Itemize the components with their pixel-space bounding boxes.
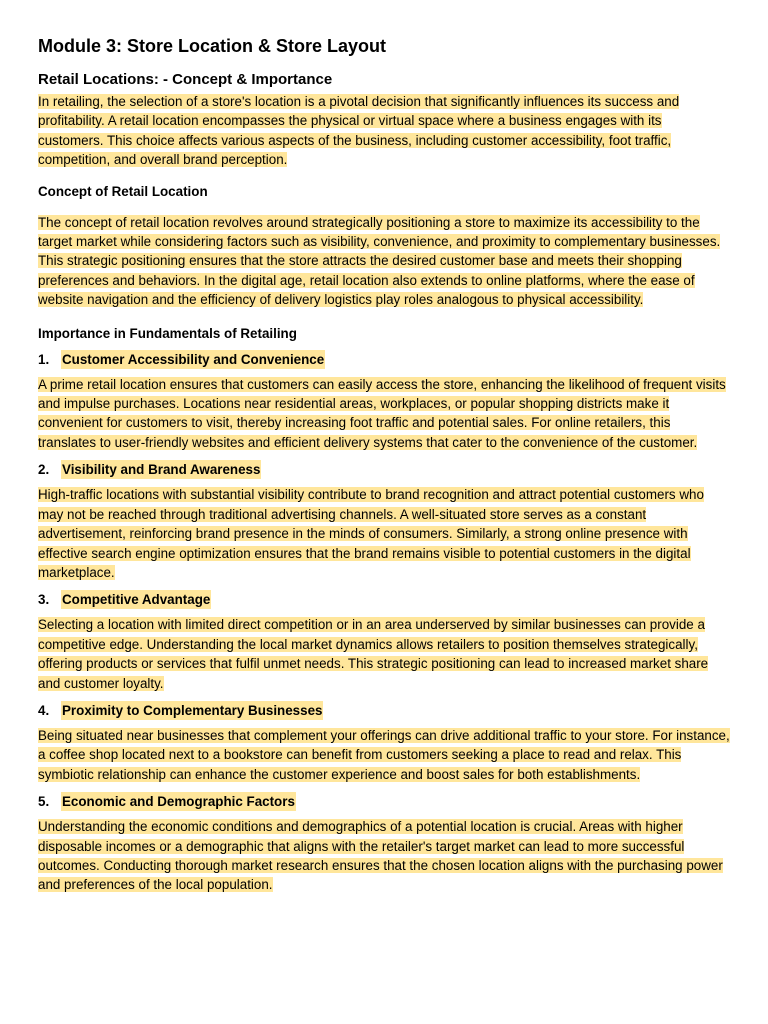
list-item-paragraph [38, 615, 730, 693]
list-item-text: Being situated near businesses that complement your offerings can drive additional traffic to your store. For instance, a coffee shop located next to a bookstore can benefit from customers seeking a place to read and relax. This symbiotic relationship can enhance the customer experience and boost sales for both establishments. [38, 727, 730, 782]
list-item-heading [38, 792, 730, 811]
list-item [38, 792, 730, 895]
list-item-heading [38, 350, 730, 369]
list-item [38, 350, 730, 453]
concept-heading: Concept of Retail Location [38, 183, 208, 199]
list-item-heading [38, 460, 730, 479]
list-item-title: Customer Accessibility and Convenience [62, 351, 325, 367]
list-item-number: 5. [38, 794, 50, 810]
list-item-title: Proximity to Complementary Businesses [62, 702, 323, 718]
list-item [38, 590, 730, 693]
intro-text: In retailing, the selection of a store's location is a pivotal decision that significantly influences its success and profitability. A retail location encompasses the physical or virtual space where a business engages with its customers. This choice affects various aspects of the business, including customer accessibility, foot traffic, competition, and overall brand perception. [38, 94, 680, 168]
module-title: Module 3: Store Location & Store Layout [38, 36, 387, 56]
list-item-number: 3. [38, 592, 50, 608]
importance-heading: Importance in Fundamentals of Retailing [38, 325, 297, 341]
concept-text: The concept of retail location revolves around strategically positioning a store to maximize its accessibility to the target market while considering factors such as visibility, convenience, and proximity to complementary businesses. This strategic positioning ensures that the store attracts the desired customer base and meets their shopping preferences and behaviors. In the digital age, retail location also extends to online platforms, where the ease of website navigation and the efficiency of delivery logistics play roles analogous to physical accessibility. [38, 214, 721, 308]
list-item-text: High-traffic locations with substantial visibility contribute to brand recognition and attract potential customers who may not be reached through traditional advertising channels. A well-situated store serves as a constant advertisement, reinforcing brand presence in the minds of consumers. Similarly, a strong online presence with effective search engine optimization ensures that the brand remains visible to potential customers in the digital marketplace. [38, 487, 704, 580]
list-item-text: A prime retail location ensures that customers can easily access the store, enhancing the likelihood of frequent visits and impulse purchases. Locations near residential areas, workplaces, or popular shopping districts make it convenient for customers to visit, thereby increasing foot traffic and potential sales. For online retailers, this translates to user-friendly websites and efficient delivery systems that cater to the convenience of the customer. [38, 376, 726, 450]
list-item-paragraph [38, 375, 730, 453]
list-item-title: Competitive Advantage [62, 592, 211, 608]
list-item-paragraph [38, 485, 730, 582]
list-item-title: Visibility and Brand Awareness [62, 462, 261, 478]
list-item-heading [38, 701, 730, 720]
list-item [38, 701, 730, 784]
concept-paragraph [38, 213, 730, 310]
list-item-number: 4. [38, 702, 50, 718]
list-item-number: 1. [38, 351, 50, 367]
list-item-paragraph [38, 726, 730, 784]
list-item-text: Understanding the economic conditions and demographics of a potential location is crucial. Areas with higher disposable incomes or a demographic that aligns with the retailer's target market can lead to more successful outcomes. Conducting thorough market research ensures that the chosen location aligns with the purchasing power and preferences of the local population. [38, 819, 723, 893]
list-item-paragraph [38, 817, 730, 895]
section-title: Retail Locations: - Concept & Importance [38, 71, 333, 88]
list-item [38, 460, 730, 582]
list-item-title: Economic and Demographic Factors [62, 794, 295, 810]
list-item-number: 2. [38, 462, 50, 478]
list-item-heading [38, 590, 730, 609]
list-item-text: Selecting a location with limited direct competition or in an area underserved by similar businesses can provide a competitive edge. Understanding the local market dynamics allows retailers to position themselves strategically, offering products or services that fulfil unmet needs. This strategic positioning can lead to increased market share and customer loyalty. [38, 617, 709, 691]
intro-paragraph [38, 92, 730, 170]
